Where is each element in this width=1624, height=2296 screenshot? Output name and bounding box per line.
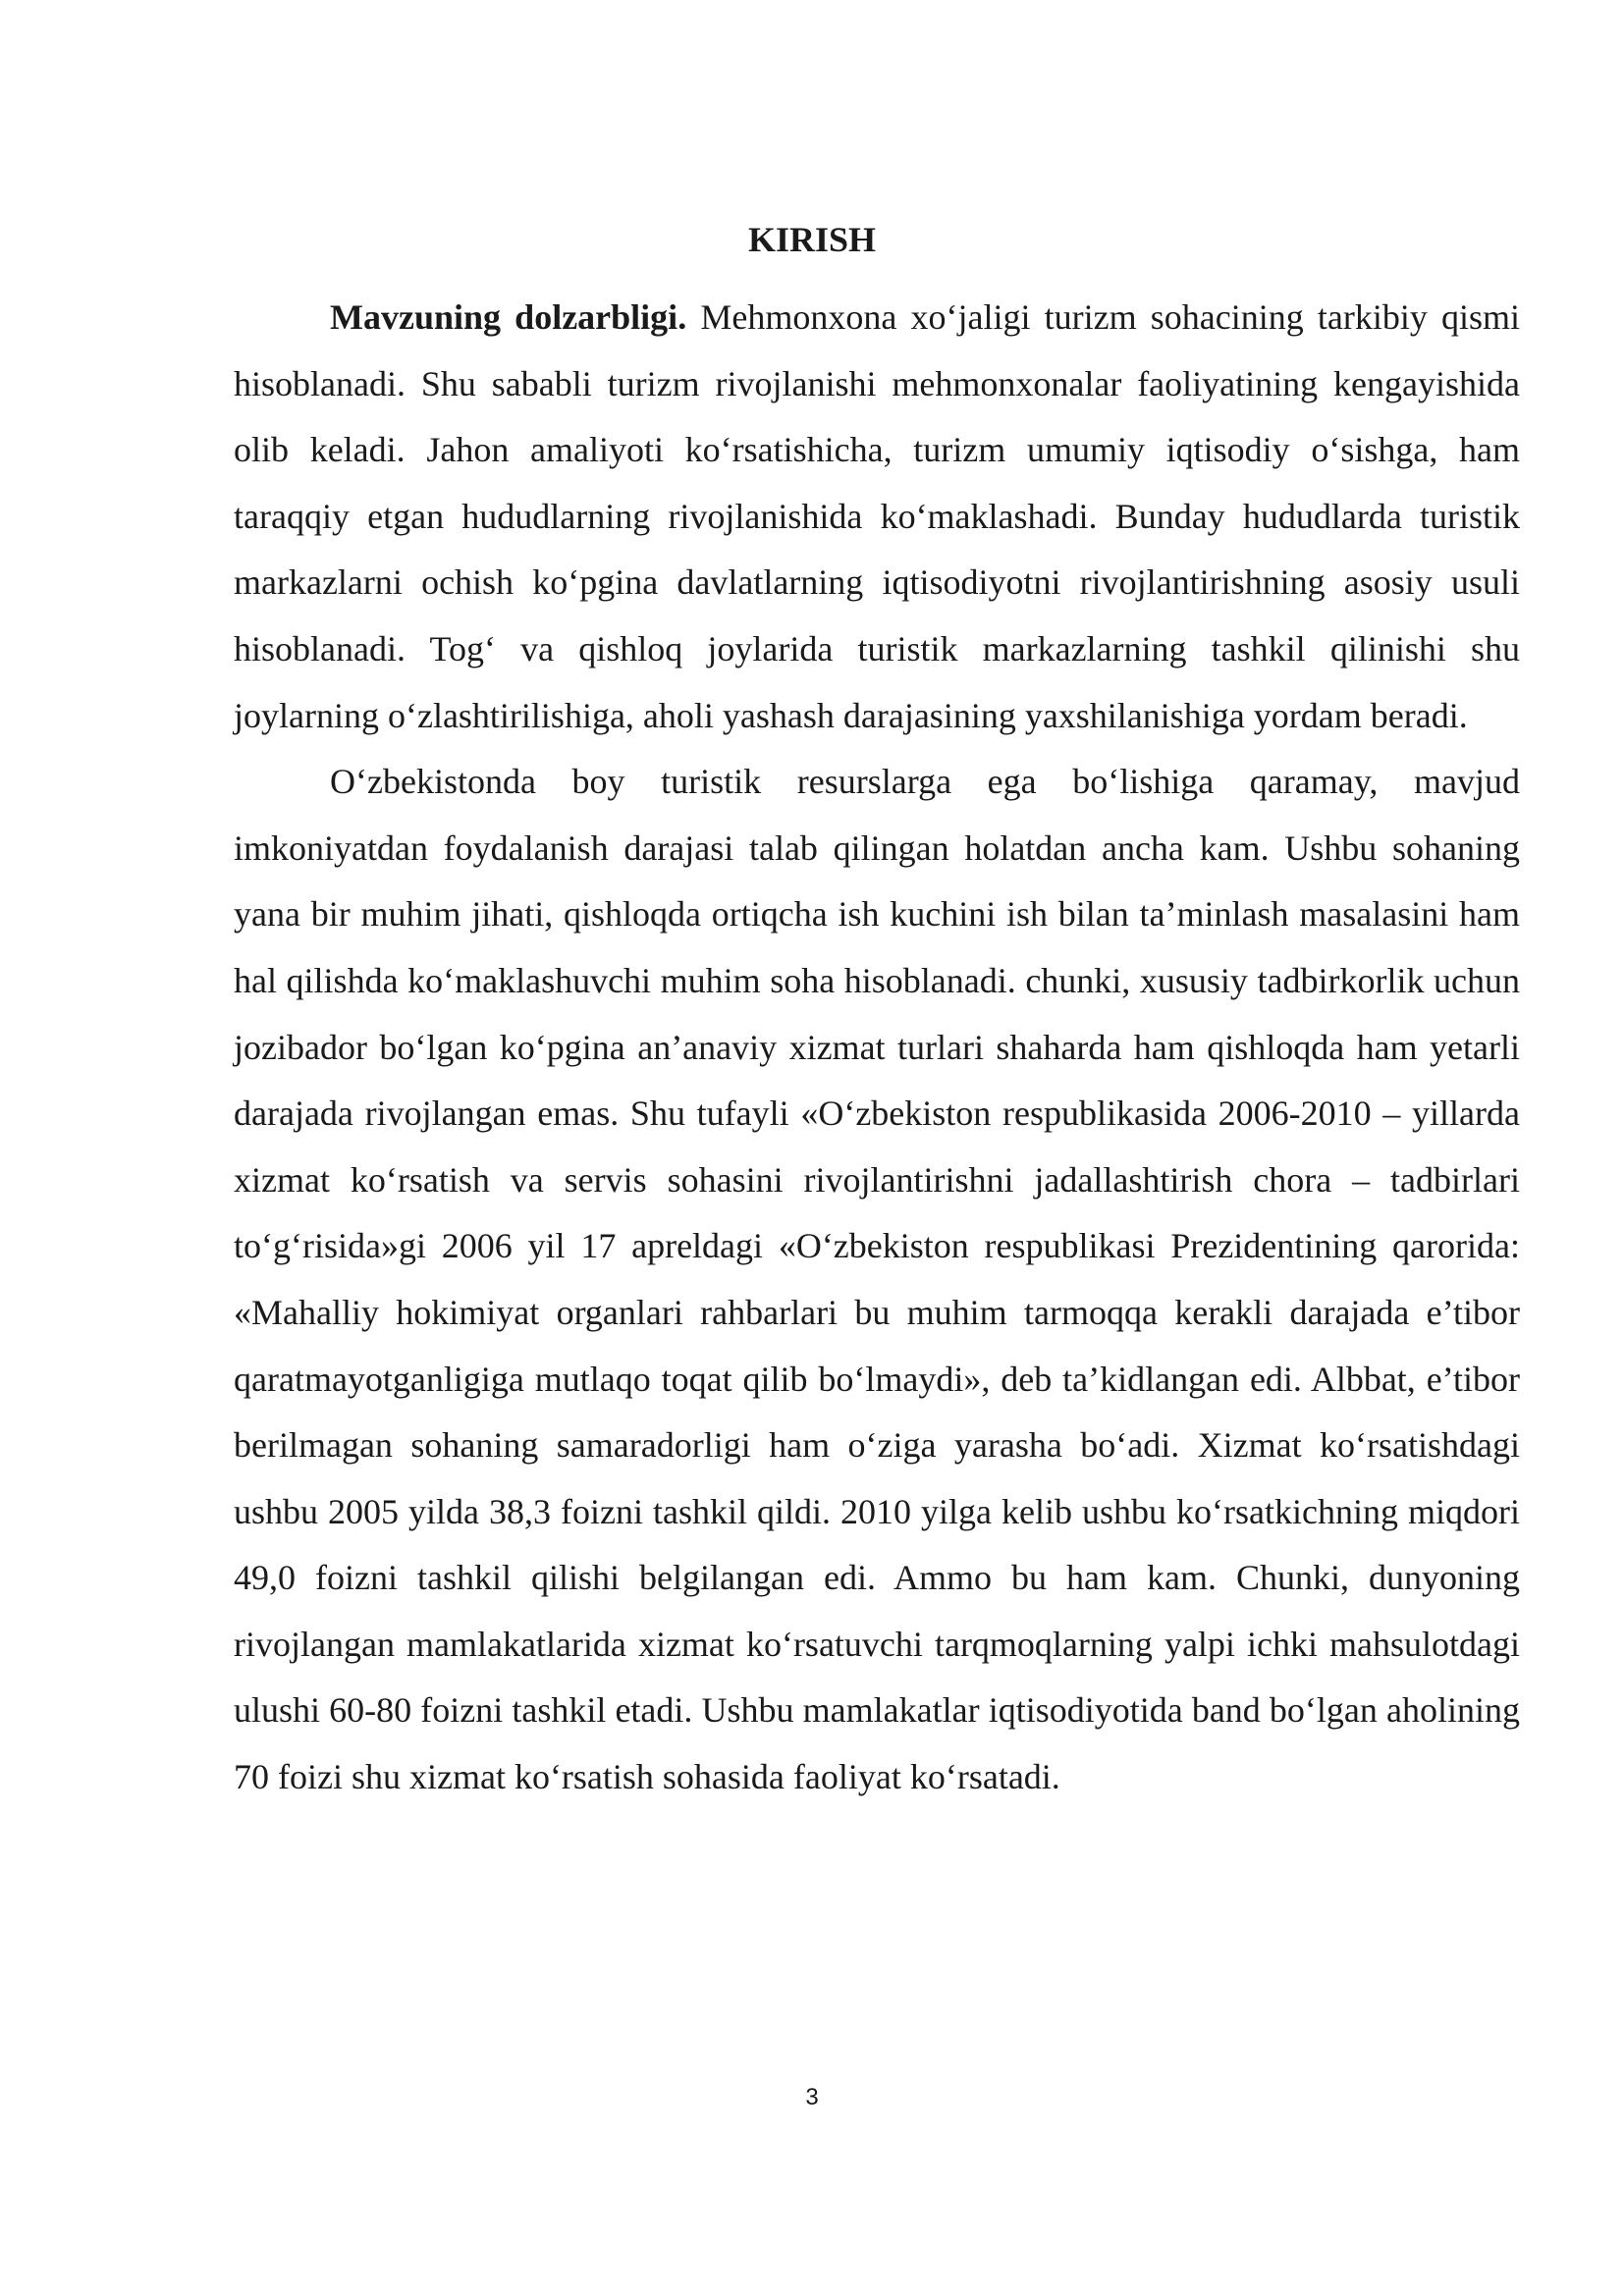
paragraph-lead: Mavzuning dolzarbligi. [330,297,687,337]
body-text [234,285,1520,1811]
paragraph-text: Mehmonxona xo‘jaligi turizm sohacining tarkibiy qismi hisoblanadi. Shu sababli turizm rivojlanishi mehmonxonalar faoliyatining kengayishida olib keladi. Jahon amaliyoti ko‘rsatishicha, turizm umumiy iqtisodiy o‘sishga, ham taraqqiy etgan hududlarning rivojlanishida ko‘maklashadi. Bunday hududlarda turistik markazlarni ochish ko‘pgina davlatlarning iqtisodiyotni rivojlantirishning asosiy usuli hisoblanadi. Tog‘ va qishloq joylarida turistik markazlarning tashkil qilinishi shu joylarning o‘zlashtirilishiga, aholi yashash darajasining yaxshilanishiga yordam beradi. [234,297,1520,735]
paragraph-uzbekistan-tourism: O‘zbekistonda boy turistik resurslarga ega bo‘lishiga qaramay, mavjud imkoniyatdan foydalanish darajasi talab qilingan holatdan ancha kam. Ushbu sohaning yana bir muhim jihati, qishloqda ortiqcha ish kuchini ish bilan ta’minlash masalasini ham hal qilishda ko‘maklashuvchi muhim soha hisoblanadi. chunki, xususiy tadbirkorlik uchun jozibador bo‘lgan ko‘pgina an’anaviy xizmat turlari shaharda ham qishloqda ham yetarli darajada rivojlangan emas. Shu tufayli «O‘zbekiston respublikasida 2006-2010 – yillarda xizmat ko‘rsatish va servis sohasini rivojlantirishni jadallashtirish chora – tadbirlari to‘g‘risida»gi 2006 yil 17 apreldagi «O‘zbekiston respublikasi Prezidentining qarorida: «Mahalliy hokimiyat organlari rahbarlari bu muhim tarmoqqa kerakli darajada e’tibor qaratmayotganligiga mutlaqo toqat qilib bo‘lmaydi», deb ta’kidlangan edi. Albbat, e’tibor berilmagan sohaning samaradorligi ham o‘ziga yarasha bo‘adi. Xizmat ko‘rsatishdagi ushbu 2005 yilda 38,3 foizni tashkil qildi. 2010 yilga kelib ushbu ko‘rsatkichning miqdori 49,0 foizni tashkil qilishi belgilangan edi. Ammo bu ham kam. Chunki, dunyoning rivojlangan mamlakatlarida xizmat ko‘rsatuvchi tarqmoqlarning yalpi ichki mahsulotdagi ulushi 60-80 foizni tashkil etadi. Ushbu mamlakatlar iqtisodiyotida band bo‘lgan aholining 70 foizi shu xizmat ko‘rsatish sohasida faoliyat ko‘rsatadi. [234,762,1520,1797]
section-title: KIRISH [747,220,877,259]
paragraph-relevance [234,285,1520,749]
page-number: 3 [805,2084,819,2110]
